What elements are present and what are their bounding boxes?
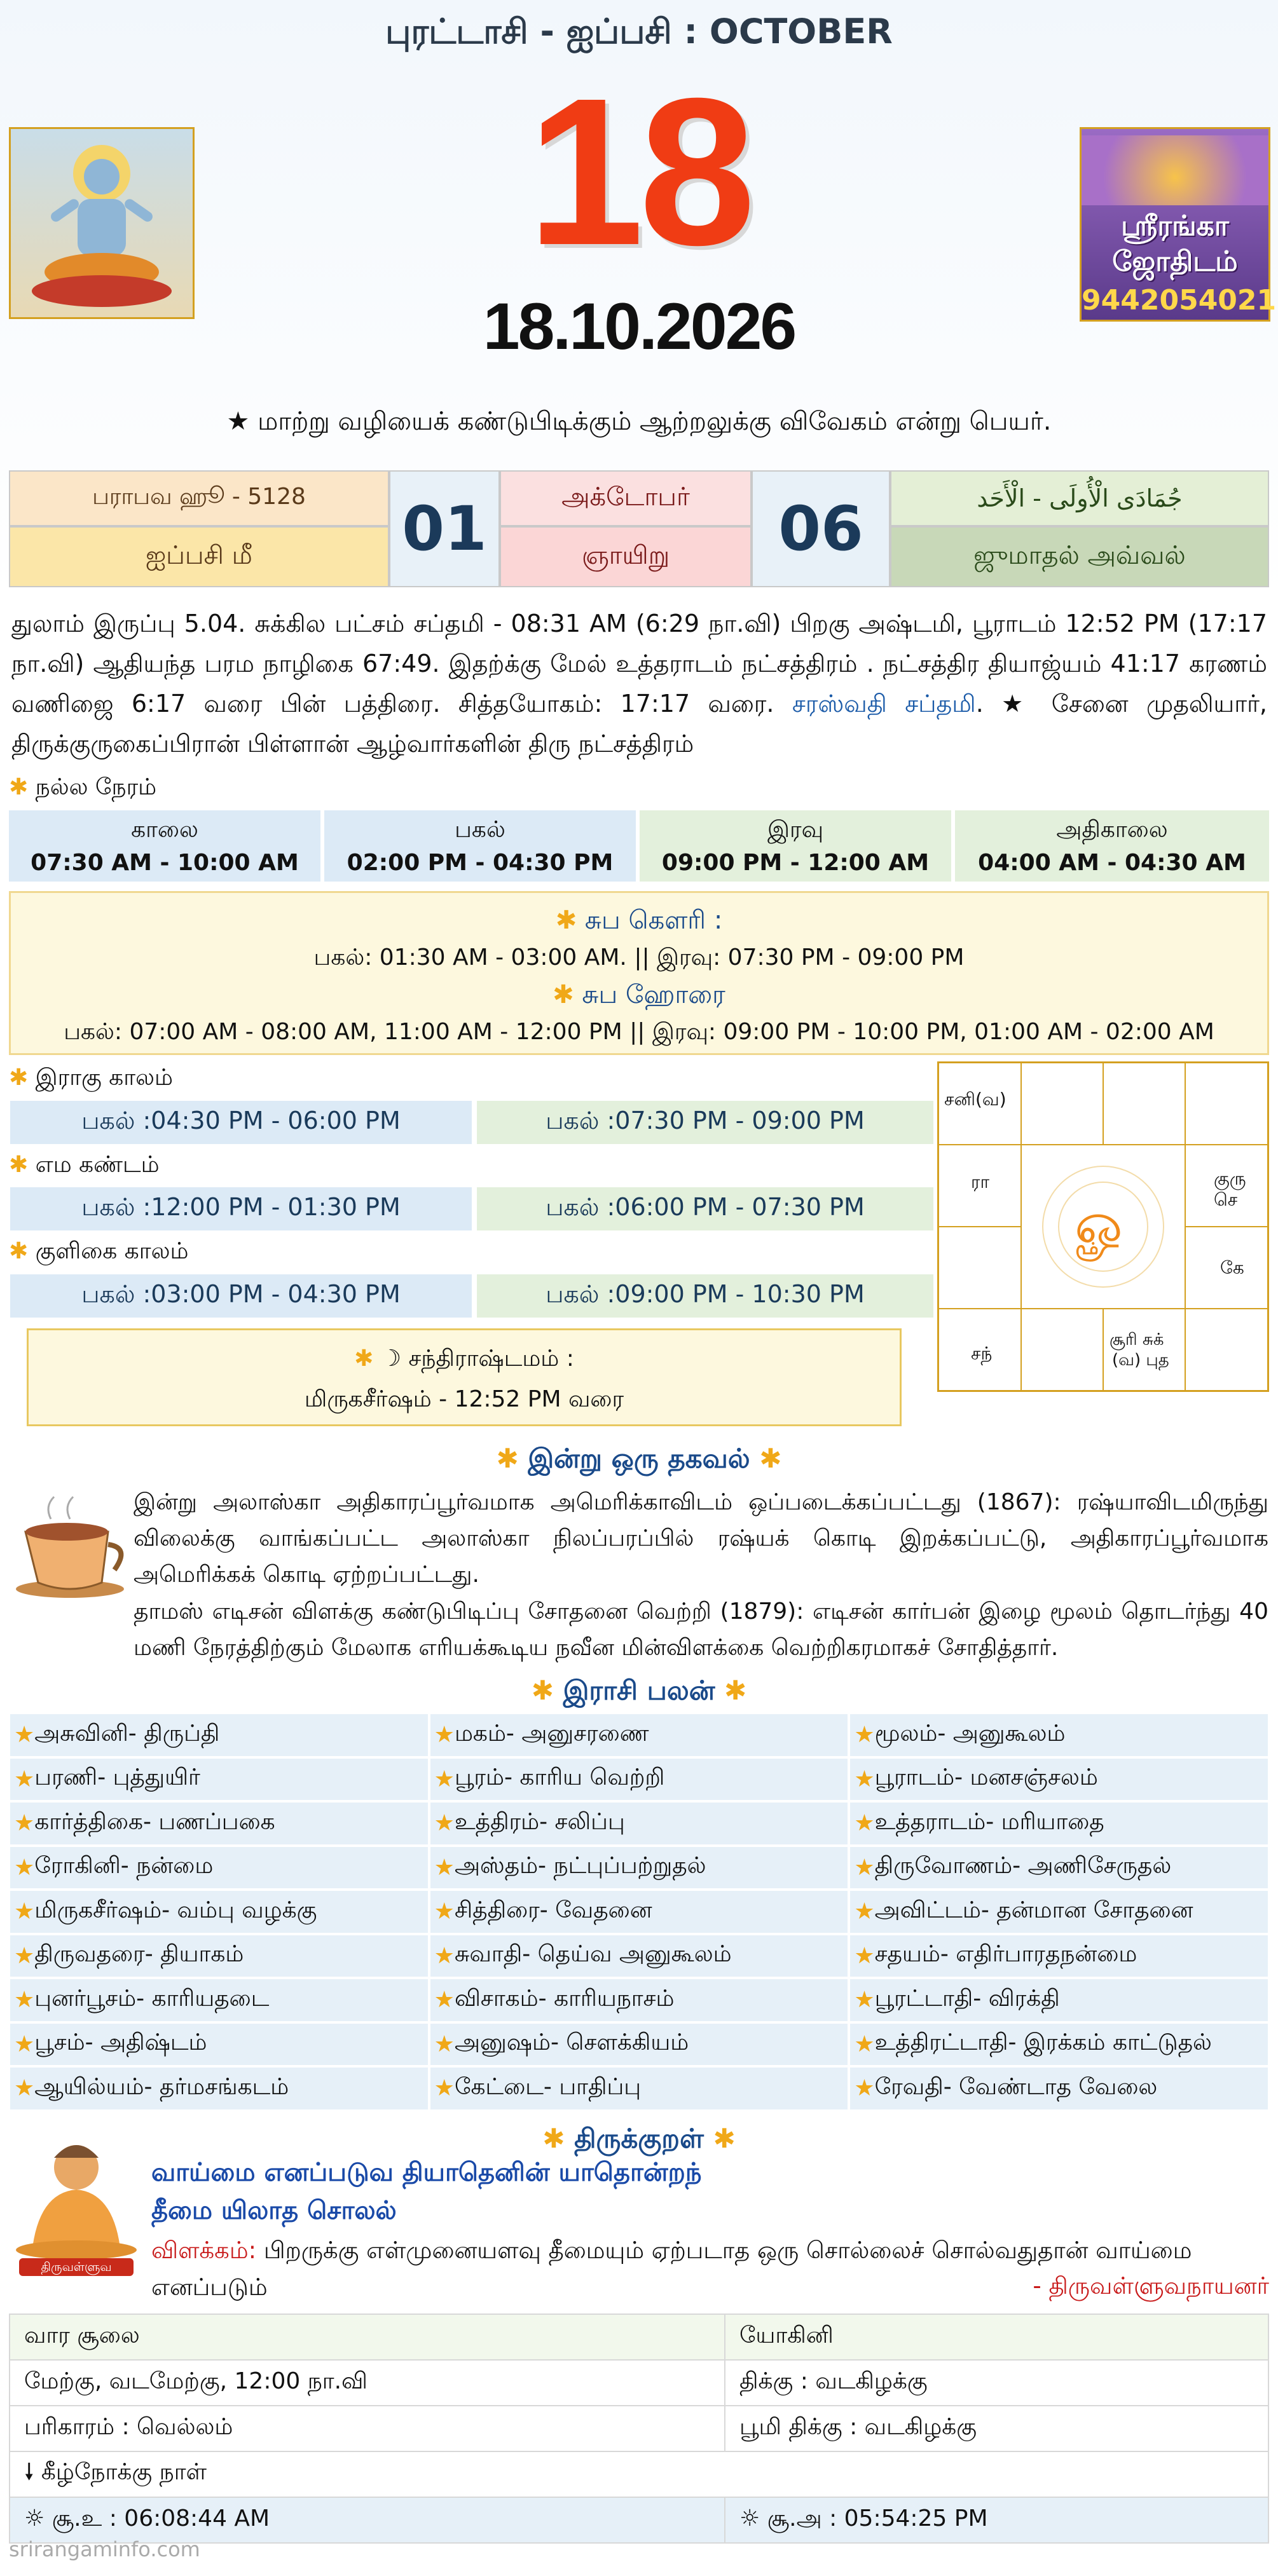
rasi-palan-cell: [849, 1713, 1269, 1757]
kural-title-text: திருக்குறள்: [574, 2123, 704, 2154]
chandrashtamam-title-text: ☽ சந்திராஷ்டமம் :: [380, 1346, 574, 1372]
rasi-palan-text: ஆயில்யம்- தர்மசங்கடம்: [34, 2073, 289, 2100]
star-icon: ★: [434, 1854, 455, 1881]
site-footer-link[interactable]: srirangaminfo.com: [9, 2537, 200, 2561]
gowri-title: [11, 906, 1267, 938]
rasi-palan-row: [9, 1713, 1269, 1757]
rasi-palan-cell: [429, 2022, 849, 2067]
rasi-palan-cell: [849, 2066, 1269, 2111]
info-paragraph-2: தாமஸ் எடிசன் விளக்கு கண்டுபிடிப்பு சோதனை வெற்றி (1879): எடிசன் கார்பன் இழை மூலம் தொடர்ந்து 40 மணி நேரத்திற்கும் மேலாக எரியக்கூடிய நவீன மின்விளக்கை வெற்றிகரமாகச் சோதித்தார்.: [134, 1598, 1268, 1661]
info-title-text: இன்று ஒரு தகவல்: [528, 1443, 750, 1474]
rasi-palan-cell: [849, 1846, 1269, 1890]
rasi-palan-cell: [9, 1846, 429, 1890]
slot-label: அதிகாலை: [1056, 817, 1168, 843]
english-day: [752, 470, 890, 587]
full-date: 18.10.2026: [483, 290, 795, 364]
rasi-palan-text: சுவாதி- தெய்வ அனுகூலம்: [454, 1941, 732, 1968]
slot-time: 02:00 PM - 04:30 PM: [347, 850, 614, 876]
rasi-palan-cell: [429, 1713, 849, 1757]
star-icon: ✱: [713, 2123, 736, 2154]
rasi-palan-row: [9, 1934, 1269, 1979]
star-icon: ★: [854, 1810, 875, 1837]
rahu-night-text: பகல் :07:30 PM - 09:00 PM: [546, 1107, 865, 1135]
rasi-cell-8b: செ: [1214, 1189, 1238, 1210]
rahu-night: [476, 1100, 935, 1145]
star-icon: ★: [434, 1942, 455, 1969]
star-icon: ★: [14, 1766, 35, 1792]
rasi-palan-text: ரேவதி- வேண்டாத வேலை: [874, 2073, 1158, 2100]
islamic-month: [890, 526, 1269, 587]
rasi-palan-text: உத்தராடம்- மரியாதை: [874, 1808, 1104, 1835]
english-day-text: 06: [778, 493, 863, 564]
gowri-title-text: சுப கௌரி :: [584, 906, 723, 935]
star-icon: ★: [854, 1987, 875, 2014]
star-icon: ★: [14, 2031, 35, 2057]
rasi-palan-cell: [429, 1890, 849, 1934]
gowri-hora-box: [9, 891, 1269, 1055]
rasi-palan-text: உத்திரம்- சலிப்பு: [454, 1808, 625, 1835]
rasi-cell-8a: குரு: [1214, 1168, 1246, 1189]
kural-explain-label: விளக்கம்:: [151, 2237, 257, 2264]
arabic-month-text: جُمَادَى الْأُولَى - الْأَحَد: [977, 484, 1183, 512]
tamil-day: [389, 470, 500, 587]
star-icon: ✱: [9, 1238, 29, 1264]
star-icon: ★: [14, 2075, 35, 2102]
panchang-tail: . ★ சேனை முதலியார், திருக்குருகைப்பிரான் பிள்ளான் ஆழ்வார்களின் திரு நட்சத்திரம்: [11, 690, 1268, 758]
hora-title: [11, 980, 1267, 1012]
ema-day-text: பகல் :12:00 PM - 01:30 PM: [81, 1193, 401, 1221]
panchang-highlight: சரஸ்வதி சப்தமி: [792, 690, 976, 718]
star-icon: ★: [854, 1942, 875, 1969]
footer-table: [9, 2314, 1269, 2544]
ema-day: [9, 1186, 473, 1232]
tamil-month: [9, 526, 389, 587]
rasi-palan-row: [9, 1978, 1269, 2022]
star-icon: ✱: [553, 980, 574, 1009]
weekday-text: ஞாயிறு: [581, 540, 670, 570]
kuligai-night-text: பகல் :09:00 PM - 10:30 PM: [546, 1280, 865, 1308]
tamil-year: [9, 470, 389, 526]
star-icon: ✱: [555, 906, 577, 935]
star-icon: ✱: [724, 1675, 747, 1706]
rasi-palan-cell: [849, 2022, 1269, 2067]
slot-label: இரவு: [767, 817, 824, 843]
daily-quote: ★ மாற்று வழியைக் கண்டுபிடிக்கும் ஆற்றலுக்கு விவேகம் என்று பெயர்.: [226, 407, 1052, 436]
rasi-palan-cell: [429, 2066, 849, 2111]
star-icon: ★: [434, 1766, 455, 1792]
slot-time: 09:00 PM - 12:00 AM: [661, 850, 930, 876]
islamic-month-text: ஜுமாதல் அவ்வல்: [973, 540, 1186, 570]
rahu-day: [9, 1100, 473, 1145]
rasi-palan-row: [9, 1757, 1269, 1802]
star-icon: ★: [14, 1810, 35, 1837]
month-title: புரட்டாசி - ஐப்பசி : OCTOBER: [385, 11, 893, 51]
rasi-palan-text: அவிட்டம்- தன்மான சோதனை: [874, 1897, 1193, 1923]
vaara-soolai-label: வார சூலை: [10, 2314, 725, 2360]
star-icon: ✱: [9, 1065, 29, 1091]
kuligai-day-text: பகல் :03:00 PM - 04:30 PM: [81, 1280, 401, 1308]
keel-nokku-naal: 🠗 கீழ்நோக்கு நாள்: [10, 2451, 1268, 2497]
chandrashtamam-text: மிருகசீர்ஷம் - 12:52 PM வரை: [304, 1386, 624, 1412]
rasi-palan-row: [9, 2022, 1269, 2067]
panchang-paragraph: [11, 604, 1267, 764]
rasi-chart: [937, 1061, 1269, 1392]
star-icon: ★: [434, 2075, 455, 2102]
rahu-day-text: பகல் :04:30 PM - 06:00 PM: [81, 1107, 401, 1135]
nalla-slot-afternoon: [324, 810, 636, 882]
slot-label: பகல்: [455, 817, 505, 843]
rasi-palan-text: மகம்- அனுசரணை: [454, 1720, 649, 1747]
rasi-palan-cell: [9, 1713, 429, 1757]
slot-time: 07:30 AM - 10:00 AM: [31, 850, 299, 876]
rasi-palan-cell: [849, 1934, 1269, 1979]
logo-brand-text: ஸ்ரீரங்கா ஜோதிடம்: [1112, 210, 1238, 278]
rahu-title-text: இராகு காலம்: [35, 1065, 173, 1091]
star-icon: ★: [14, 1942, 35, 1969]
rasi-cell-12: கே: [1220, 1257, 1244, 1278]
panchang-text: துலாம் இருப்பு 5.04. சுக்கில பட்சம் சப்தமி - 08:31 AM (6:29 நா.வி) பிறகு அஷ்டமி, பூராடம் 12:52 PM (17:17 நா.வி) ஆதியந்த பரம நாழிகை 67:49. இதற்க்கு மேல் உத்தராடம் நட்சத்திரம் . நட்சத்திர தியாஜ்யம் 41:17 கரணம் வணிஜை 6:17 வரை பின் பத்திரை. சித்தயோகம்: 17:17 வரை.: [11, 610, 1267, 718]
rasi-palan-text: ரோகினி- நன்மை: [34, 1853, 214, 1879]
sunrise-time: ☼ சூ.உ : 06:08:44 AM: [10, 2497, 725, 2543]
rasi-palan-text: கேட்டை- பாதிப்பு: [454, 2073, 642, 2100]
rasi-palan-cell: [9, 2066, 429, 2111]
nalla-slot-morning: [9, 810, 320, 882]
rasi-palan-text: பூரம்- காரிய வெற்றி: [454, 1764, 665, 1791]
tea-cup-icon: [13, 1494, 134, 1602]
rasi-palan-text: புனர்பூசம்- காரியதடை: [34, 1985, 270, 2012]
tamil-day-text: 01: [402, 493, 487, 564]
rasi-palan-cell: [429, 1934, 849, 1979]
kuligai-title-text: குளிகை காலம்: [35, 1238, 189, 1264]
yogini-label: யோகினி: [725, 2314, 1268, 2360]
rasi-palan-text: பூசம்- அதிஷ்டம்: [34, 2029, 207, 2056]
bhoomi-dikku: பூமி திக்கு : வடகிழக்கு: [725, 2406, 1268, 2451]
star-icon: ✱: [759, 1443, 782, 1474]
rasi-palan-text: மிருகசீர்ஷம்- வம்பு வழக்கு: [34, 1897, 317, 1923]
rasi-palan-cell: [9, 1934, 429, 1979]
rasi-palan-text: திருவோணம்- அணிசேருதல்: [874, 1853, 1172, 1879]
rasi-palan-cell: [429, 1757, 849, 1802]
rasi-palan-text: உத்திரட்டாதி- இரக்கம் காட்டுதல்: [874, 2029, 1212, 2056]
rasi-cell-13: சந்: [971, 1343, 993, 1364]
rasi-palan-table: [9, 1713, 1269, 2111]
nalla-slot-early-morning: [955, 810, 1269, 882]
rasi-palan-title-text: இராசி பலன்: [563, 1675, 715, 1706]
rasi-palan-cell: [849, 1801, 1269, 1846]
star-icon: ★: [854, 2031, 875, 2057]
rasi-palan-text: மூலம்- அனுகூலம்: [874, 1720, 1066, 1747]
hora-title-text: சுப ஹோரை: [582, 980, 725, 1009]
day-number: 18: [527, 54, 751, 289]
star-icon: ★: [434, 1810, 455, 1837]
rasi-palan-row: [9, 1890, 1269, 1934]
rasi-palan-cell: [849, 1890, 1269, 1934]
chandrashtamam-box: [27, 1328, 902, 1426]
rasi-palan-cell: [429, 1846, 849, 1890]
kural-line-2: தீமை யிலாத சொலல்: [151, 2196, 397, 2225]
kuligai-title: [9, 1238, 188, 1267]
star-icon: ★: [434, 1987, 455, 2014]
ema-night: [476, 1186, 935, 1232]
gowri-text: பகல்: 01:30 AM - 03:00 AM. || இரவு: 07:30 PM - 09:00 PM: [313, 944, 965, 971]
star-icon: ★: [14, 1722, 35, 1748]
star-icon: ★: [854, 2075, 875, 2102]
valluvar-image: [13, 2132, 140, 2292]
vaara-soolai-value: மேற்கு, வடமேற்கு, 12:00 நா.வி: [10, 2360, 725, 2406]
rasi-palan-cell: [9, 1757, 429, 1802]
star-icon: ★: [14, 1898, 35, 1925]
rasi-palan-text: பூரட்டாதி- விரக்தி: [874, 1985, 1060, 2012]
valluvar-badge: திருவள்ளுவ நாயனார்: [19, 2258, 134, 2276]
rasi-palan-text: சித்திரை- வேதனை: [454, 1897, 652, 1923]
info-title: [0, 1443, 1278, 1478]
rasi-palan-row: [9, 1846, 1269, 1890]
english-month: [500, 470, 752, 526]
rasi-palan-cell: [429, 1978, 849, 2022]
star-icon: ★: [854, 1854, 875, 1881]
rasi-palan-cell: [9, 2022, 429, 2067]
rasi-palan-cell: [9, 1801, 429, 1846]
star-icon: ✱: [542, 2123, 565, 2154]
star-icon: ★: [14, 1854, 35, 1881]
kuligai-night: [476, 1273, 935, 1319]
nalla-neram-title: [9, 774, 156, 803]
rasi-palan-cell: [9, 1890, 429, 1934]
hora-text: பகல்: 07:00 AM - 08:00 AM, 11:00 AM - 12:00 PM || இரவு: 09:00 PM - 10:00 PM, 01:00 AM - 02:00 AM: [64, 1019, 1214, 1045]
weekday: [500, 526, 752, 587]
arabic-month: [890, 470, 1269, 526]
rasi-cell-1: சனி(வ): [944, 1089, 1007, 1110]
english-month-text: அக்டோபர்: [561, 482, 690, 512]
star-icon: ✱: [9, 1152, 29, 1178]
star-icon: ✱: [354, 1346, 374, 1372]
logo-phone: 9442054021: [1082, 284, 1277, 317]
slot-time: 04:00 AM - 04:30 AM: [978, 850, 1246, 876]
star-icon: ★: [434, 1722, 455, 1748]
rasi-palan-text: விசாகம்- காரியநாசம்: [454, 1985, 675, 2012]
rasi-palan-text: திருவதரை- தியாகம்: [34, 1941, 244, 1968]
nalla-slot-night: [640, 810, 951, 882]
info-paragraph-1: இன்று அலாஸ்கா அதிகாரப்பூர்வமாக அமெரிக்காவிடம் ஒப்படைக்கப்பட்டது (1867): ரஷ்யாவிடமிருந்து விலைக்கு வாங்கப்பட்ட அலாஸ்கா நிலப்பரப்பில் ரஷ்யக் கொடி இறக்கப்பட்டு, அதிகாரப்பூர்வமாக அமெரிக்கக் கொடி ஏற்றப்பட்டது.: [134, 1489, 1268, 1588]
om-icon: ௐ: [1075, 1190, 1132, 1257]
kural-author: - திருவள்ளுவநாயனர்: [1033, 2272, 1269, 2300]
kural-line-1: வாய்மை எனப்படுவ தியாதெனின் யாதொன்றந்: [151, 2158, 702, 2187]
star-icon: ★: [434, 1898, 455, 1925]
kural-explain-text: பிறருக்கு எள்முனையளவு தீமையும் ஏற்படாத ஒரு சொல்லைச் சொல்வதுதான் வாய்மை எனப்படும்: [151, 2237, 1192, 2301]
rasi-palan-text: பரணி- புத்துயிர்: [34, 1764, 200, 1791]
star-icon: ✱: [496, 1443, 519, 1474]
rasi-palan-text: அனுஷம்- சௌக்கியம்: [454, 2029, 689, 2056]
kuligai-day: [9, 1273, 473, 1319]
rasi-palan-cell: [429, 1801, 849, 1846]
star-icon: ★: [434, 2031, 455, 2057]
slot-label: காலை: [131, 817, 198, 843]
kural-title: [0, 2123, 1278, 2158]
sunset-time: ☼ சூ.அ : 05:54:25 PM: [725, 2497, 1268, 2543]
rasi-palan-text: பூராடம்- மனசஞ்சலம்: [874, 1764, 1098, 1791]
star-icon: ★: [854, 1766, 875, 1792]
rasi-palan-row: [9, 2066, 1269, 2111]
ema-title-text: எம கண்டம்: [35, 1152, 160, 1178]
tamil-month-text: ஐப்பசி மீ: [146, 540, 252, 570]
star-icon: ✱: [9, 774, 29, 800]
parigaram: பரிகாரம் : வெல்லம்: [10, 2406, 725, 2451]
rasi-palan-text: சதயம்- எதிர்பாரதநன்மை: [874, 1941, 1137, 1968]
tamil-year-text: பராபவ ஹூ - 5128: [92, 484, 306, 510]
yogini-value: திக்கு : வடகிழக்கு: [725, 2360, 1268, 2406]
ema-title: [9, 1152, 160, 1181]
rasi-cell-5: ரா: [971, 1171, 990, 1192]
rasi-cell-15b: (வ) புத: [1112, 1351, 1169, 1370]
rasi-palan-cell: [849, 1757, 1269, 1802]
star-icon: ★: [854, 1898, 875, 1925]
rasi-palan-row: [9, 1801, 1269, 1846]
rahu-title: [9, 1065, 173, 1094]
rasi-palan-cell: [849, 1978, 1269, 2022]
rasi-palan-text: அசுவினி- திருப்தி: [34, 1720, 220, 1747]
rasi-palan-text: கார்த்திகை- பணப்பகை: [34, 1808, 275, 1835]
rasi-palan-text: அஸ்தம்- நட்புப்பற்றுதல்: [454, 1853, 706, 1879]
rasi-palan-cell: [9, 1978, 429, 2022]
chandrashtamam-title: [29, 1346, 900, 1375]
ema-night-text: பகல் :06:00 PM - 07:30 PM: [546, 1193, 865, 1221]
rasi-cell-15a: சூரி சுக்: [1110, 1330, 1164, 1349]
rasi-palan-title: [0, 1675, 1278, 1710]
star-icon: ★: [14, 1987, 35, 2014]
star-icon: ✱: [531, 1675, 554, 1706]
nalla-neram-title-text: நல்ல நேரம்: [35, 774, 157, 800]
star-icon: ★: [854, 1722, 875, 1748]
